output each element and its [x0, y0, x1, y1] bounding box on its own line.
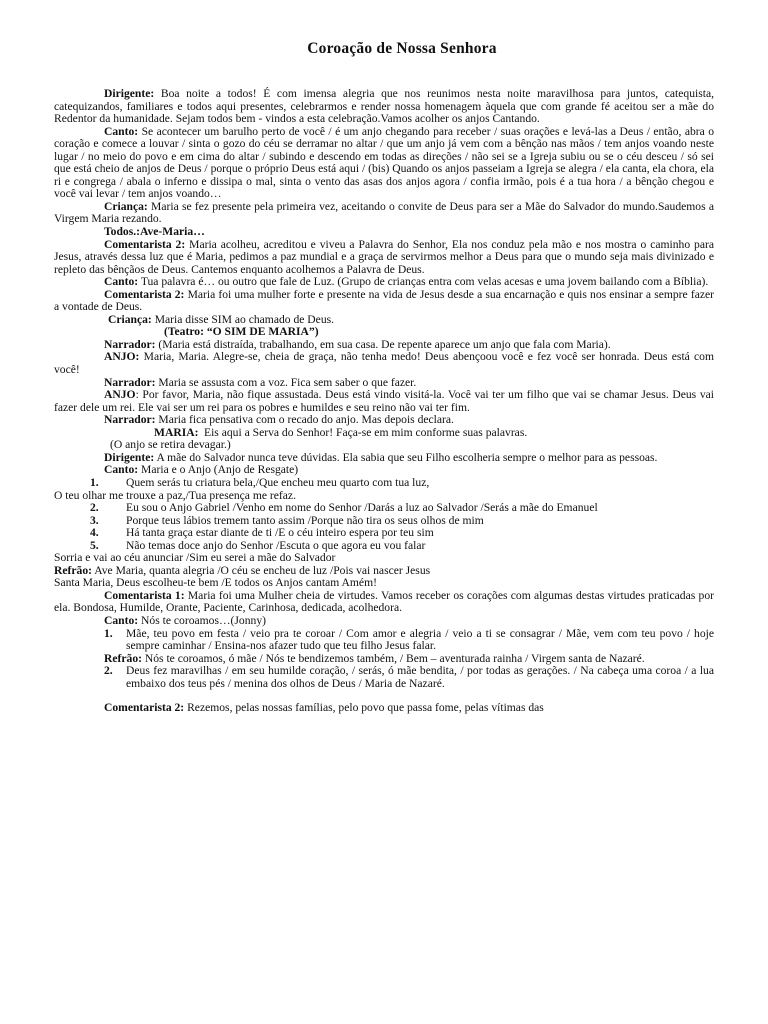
paragraph-crianca-2: Criança: Maria disse SIM ao chamado de Deus.	[108, 312, 335, 326]
paragraph-todos: Todos.:Ave-Maria…	[104, 225, 205, 239]
list-item: 1. Quem serás tu criatura bela,/Que encheu meu quarto com tua luz,	[90, 475, 430, 489]
list-item: 1. Mãe, teu povo em festa / veio pra te coroar / Com amor e alegria / veio a ti se consagrar / Mãe, vem com teu povo / hoje sempre caminhar / Ensina-nos afazer tudo que teu filho Jesus falar.	[104, 626, 714, 653]
paragraph-refrao-2: Refrão: Nós te coroamos, ó mãe / Nós te bendizemos também, / Bem – aventurada rainha / Virgem santa de Nazaré.	[104, 651, 645, 665]
list-item: 4. Há tanta graça estar diante de ti /E o céu inteiro espera por teu sim	[90, 526, 434, 540]
paragraph-dirigente-2: Dirigente: A mãe do Salvador nunca teve dúvidas. Ela sabia que seu Filho escolheria sempre o melhor para as pessoas.	[104, 450, 658, 464]
paragraph-canto-maria-anjo: Canto: Maria e o Anjo (Anjo de Resgate)	[104, 463, 299, 477]
paragraph-crianca: Criança: Maria se fez presente pela primeira vez, aceitando o convite de Deus para ser a Mãe do Salvador do mundo.Saudemos a Virgem Maria rezando.	[54, 199, 714, 226]
paragraph-refrao: Refrão: Ave Maria, quanta alegria /O céu se encheu de luz /Pois vai nascer Jesus	[54, 563, 431, 577]
list-item-continuation: Sorria e vai ao céu anunciar /Sim eu serei a mãe do Salvador	[54, 551, 336, 565]
paragraph-refrao-continuation: Santa Maria, Deus escolheu-te bem /E todos os Anjos cantam Amém!	[54, 576, 377, 590]
paragraph-comentarista-1: Comentarista 1: Maria foi uma Mulher cheia de virtudes. Vamos receber os corações com algumas destas virtudes praticadas por ela. Bondosa, Humilde, Orante, Paciente, Carinhosa, dedicada, acolhedora.	[54, 588, 714, 615]
paragraph-anjo-2: ANJO: Por favor, Maria, não fique assustada. Deus está vindo visitá-la. Você vai ter um filho que vai se chamar Jesus. Deus vai fazer dele um rei. Ele vai ser um rei para os pobres e humildes e seu reino não vai ter fim.	[54, 388, 714, 414]
paragraph-canto-palavra: Canto: Tua palavra é… ou outro que fale de Luz. (Grupo de crianças entra com velas acesas e uma jovem bailando com a Bíblia).	[104, 275, 709, 289]
paragraph-comentarista-2-last: Comentarista 2: Rezemos, pelas nossas famílias, pelo povo que passa fome, pelas vítimas das	[104, 701, 544, 715]
paragraph-narrador: Narrador: (Maria está distraída, trabalhando, em sua casa. De repente aparece um anjo que fala com Maria).	[104, 337, 611, 351]
list-item: 2. Deus fez maravilhas / em seu humilde coração, / serás, ó mãe bendita, / por todas as gerações. / Na cabeça uma coroa / a lua embaixo dos teus pés / menina dos olhos de Deus / Maria de Nazaré.	[104, 664, 714, 690]
document-body	[54, 88, 714, 715]
teatro-heading: (Teatro: “O SIM DE MARIA”)	[164, 325, 319, 339]
paragraph-dirigente: Dirigente: Boa noite a todos! É com imensa alegria que nos reunimos nesta noite maravilhosa para juntos, catequista, catequizandos, familiares e todos aqui presentes, celebrarmos e render nossa homenagem àquela que com grande fé aceitou ser a mãe do Redentor da humanidade. Sejam todos bem - vindos a esta celebração.Vamos acolher os anjos Cantando.	[54, 87, 714, 126]
paragraph-anjo: ANJO: Maria, Maria. Alegre-se, cheia de graça, não tenha medo! Deus abençoou você e fez você ser honrada. Deus está com você!	[54, 350, 714, 377]
paragraph-anjo-retira: (O anjo se retira devagar.)	[110, 438, 231, 452]
paragraph-maria: MARIA: Eis aqui a Serva do Senhor! Faça-se em mim conforme suas palavras.	[154, 425, 528, 439]
list-item-continuation: O teu olhar me trouxe a paz,/Tua presença me refaz.	[54, 488, 296, 502]
paragraph-canto-coroamos: Canto: Nós te coroamos…(Jonny)	[104, 613, 266, 627]
list-item: 3. Porque teus lábios tremem tanto assim /Porque não tira os seus olhos de mim	[90, 513, 484, 527]
paragraph-comentarista-2b: Comentarista 2: Maria foi uma mulher forte e presente na vida de Jesus desde a sua encarnação e quis nos ensinar a sempre fazer a vontade de Deus.	[54, 287, 714, 314]
paragraph-comentarista-2: Comentarista 2: Maria acolheu, acreditou e viveu a Palavra do Senhor, Ela nos conduz pela mão e nos mostra o caminho para Jesus, através dessa luz que é Maria, pedimos a paz mundial e a graça de servirmos melhor a Deus para que o mundo seja mais divinizado e repleto das bênçãos de Deus. Cantemos enquanto acolhemos a Palavra de Deus.	[54, 237, 714, 276]
paragraph-narrador-3: Narrador: Maria fica pensativa com o recado do anjo. Mas depois declara.	[104, 413, 454, 427]
paragraph-narrador-2: Narrador: Maria se assusta com a voz. Fica sem saber o que fazer.	[104, 375, 417, 389]
list-item: 5. Não temas doce anjo do Senhor /Escuta o que agora eu vou falar	[90, 538, 426, 552]
paragraph-canto: Canto: Se acontecer um barulho perto de você / é um anjo chegando para receber / suas orações e levá-las a Deus / então, abra o coração e comece a louvar / sinta o gozo do céu se derramar no altar / que um anjo já vem com a bênção nas mãos / tem anjos voando neste lugar / no meio do povo e em cima do altar / subindo e descendo em todas as direções / não sei se a Igreja subiu ou se o céu desceu / só sei que está cheio de anjos de Deus / porque o próprio Deus está aqui / (bis) Quando os anjos passeiam a Igreja se alegra / ela canta, ela chora, ela ri e congrega / abala o inferno e dissipa o mal, sinta o vento das asas dos anjos agora / confia irmão, pois é a tua hora / a bênção chegou e você vai levar / tem anjos voando…	[54, 124, 714, 201]
page-title: Coroação de Nossa Senhora	[307, 40, 497, 57]
list-item: 2. Eu sou o Anjo Gabriel /Venho em nome do Senhor /Darás a luz ao Salvador /Serás a mãe do Emanuel	[90, 501, 598, 515]
